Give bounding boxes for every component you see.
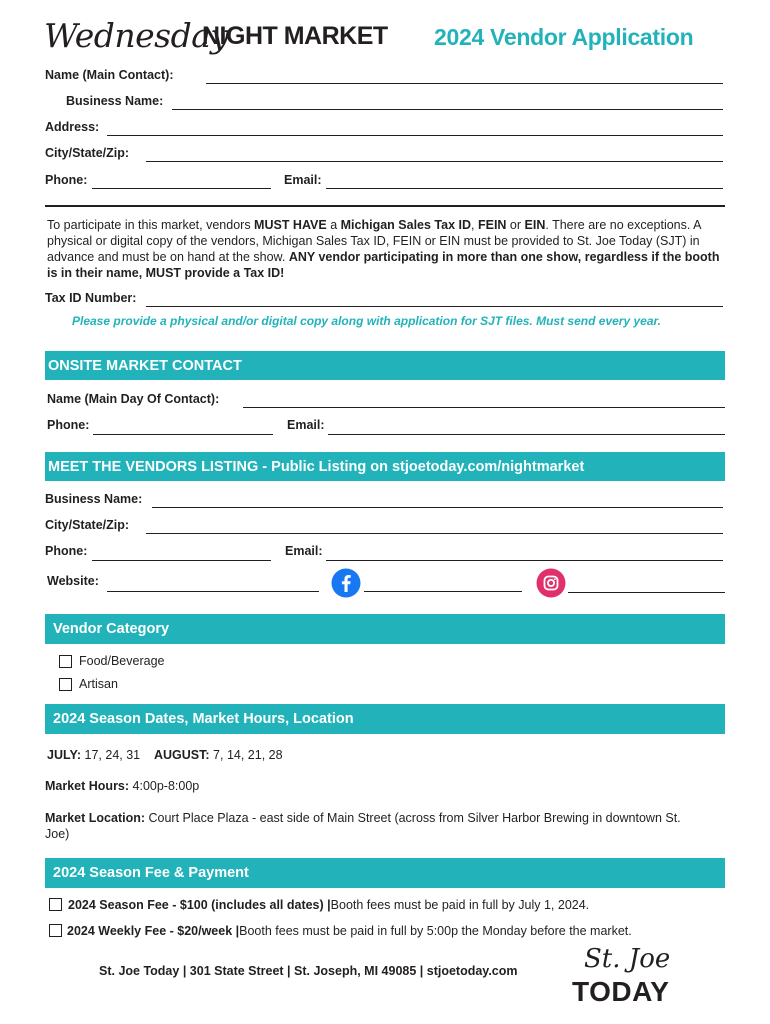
august-dates-value: 7, 14, 21, 28 (213, 748, 283, 762)
august-label: AUGUST: (154, 748, 210, 762)
market-location (45, 810, 685, 842)
listing-email-label: Email: (285, 544, 323, 558)
vendor-listing-header: MEET THE VENDORS LISTING - Public Listing on stjoetoday.com/nightmarket (45, 452, 725, 481)
listing-email-field[interactable] (326, 560, 723, 561)
artisan-label: Artisan (79, 677, 118, 691)
tax-id-note: Please provide a physical and/or digital copy along with application for SJT files. Must send every year. (72, 314, 661, 328)
onsite-contact-header: ONSITE MARKET CONTACT (45, 351, 725, 380)
tax-id-label: Tax ID Number: (45, 291, 137, 305)
food-beverage-checkbox[interactable] (59, 655, 72, 668)
season-fee-label: 2024 Season Fee - $100 (includes all dates) | (68, 898, 331, 912)
market-hours (45, 779, 199, 793)
listing-phone-label: Phone: (45, 544, 88, 558)
facebook-handle-field[interactable] (364, 591, 522, 592)
july-label: JULY: (47, 748, 82, 762)
header-subtitle: 2024 Vendor Application (434, 24, 694, 50)
august-dates (154, 748, 283, 762)
food-beverage-label: Food/Beverage (79, 654, 165, 668)
july-dates (47, 748, 140, 762)
facebook-icon (331, 568, 361, 598)
onsite-email-label: Email: (287, 418, 325, 432)
artisan-checkbox[interactable] (59, 678, 72, 691)
listing-business-name-field[interactable] (152, 507, 723, 508)
listing-business-name-label: Business Name: (45, 492, 143, 506)
onsite-email-field[interactable] (328, 434, 725, 435)
logo-word: TODAY (572, 976, 670, 1007)
tax-notice-text: a (326, 218, 341, 232)
vendor-category-header: Vendor Category (45, 614, 725, 644)
market-location-label: Market Location: (45, 811, 146, 825)
st-joe-today-logo (572, 944, 692, 1008)
onsite-name-field[interactable] (243, 407, 725, 408)
tax-notice-text: or (506, 218, 525, 232)
season-fee-note: Booth fees must be paid in full by July 1, 2024. (330, 898, 590, 912)
city-state-zip-field[interactable] (146, 161, 723, 162)
page-header (44, 14, 744, 58)
tax-notice-sales-tax-id: Michigan Sales Tax ID (340, 218, 472, 232)
tax-notice-ein: EIN (524, 218, 546, 232)
address-label: Address: (45, 120, 100, 134)
tax-notice-text: To participate in this market, vendors (47, 218, 255, 232)
onsite-phone-label: Phone: (47, 418, 90, 432)
tax-notice-warning: ANY vendor participating in more than one show, regardless if the booth is in their name, MUST provide a Tax ID! (47, 250, 720, 280)
website-field[interactable] (107, 591, 319, 592)
market-hours-label: Market Hours: (45, 779, 130, 793)
city-state-zip-label: City/State/Zip: (45, 146, 130, 160)
name-label: Name (Main Contact): (45, 68, 174, 82)
logo-script: St. Joe (584, 944, 671, 974)
footer-address: St. Joe Today | 301 State Street | St. Joseph, MI 49085 | stjoetoday.com (99, 964, 518, 978)
market-hours-value: 4:00p-8:00p (132, 779, 200, 793)
weekly-fee-option (67, 924, 632, 938)
listing-city-state-zip-field[interactable] (146, 533, 723, 534)
onsite-phone-field[interactable] (93, 434, 273, 435)
market-location-value: Court Place Plaza - east side of Main Street (across from Silver Harbor Brewing in downtown St. Joe) (45, 811, 681, 841)
email-label: Email: (284, 173, 322, 187)
weekly-fee-note: Booth fees must be paid in full by 5:00p the Monday before the market. (239, 924, 632, 938)
tax-notice-must-have: MUST HAVE (254, 218, 327, 232)
business-name-label: Business Name: (66, 94, 164, 108)
header-script-word: Wednesday (44, 16, 229, 55)
instagram-handle-field[interactable] (568, 592, 725, 593)
tax-notice-fein: FEIN (477, 218, 507, 232)
listing-phone-field[interactable] (92, 560, 271, 561)
address-field[interactable] (107, 135, 723, 136)
website-label: Website: (47, 574, 99, 588)
phone-label: Phone: (45, 173, 88, 187)
name-field[interactable] (206, 83, 723, 84)
header-title: NIGHT MARKET (202, 22, 388, 50)
season-fee-header: 2024 Season Fee & Payment (45, 858, 725, 888)
onsite-name-label: Name (Main Day Of Contact): (47, 392, 220, 406)
season-fee-checkbox[interactable] (49, 898, 62, 911)
weekly-fee-label: 2024 Weekly Fee - $20/week | (67, 924, 240, 938)
email-field[interactable] (326, 188, 723, 189)
tax-id-field[interactable] (146, 306, 723, 307)
section-divider (45, 205, 725, 207)
weekly-fee-checkbox[interactable] (49, 924, 62, 937)
season-dates-header: 2024 Season Dates, Market Hours, Location (45, 704, 725, 734)
business-name-field[interactable] (172, 109, 723, 110)
season-fee-option (68, 898, 589, 912)
tax-notice-text: . There are no exceptions. A physical or digital copy of the vendors, Michigan Sales Tax ID, FEIN or EIN must be provided to St. Joe Today (SJT) in advance and must be on hand at the show. (47, 218, 701, 264)
tax-notice-paragraph (47, 217, 723, 281)
listing-city-state-zip-label: City/State/Zip: (45, 518, 130, 532)
tax-notice-text: , (471, 218, 478, 232)
phone-field[interactable] (92, 188, 271, 189)
instagram-icon (536, 568, 566, 598)
july-dates-value: 17, 24, 31 (84, 748, 141, 762)
